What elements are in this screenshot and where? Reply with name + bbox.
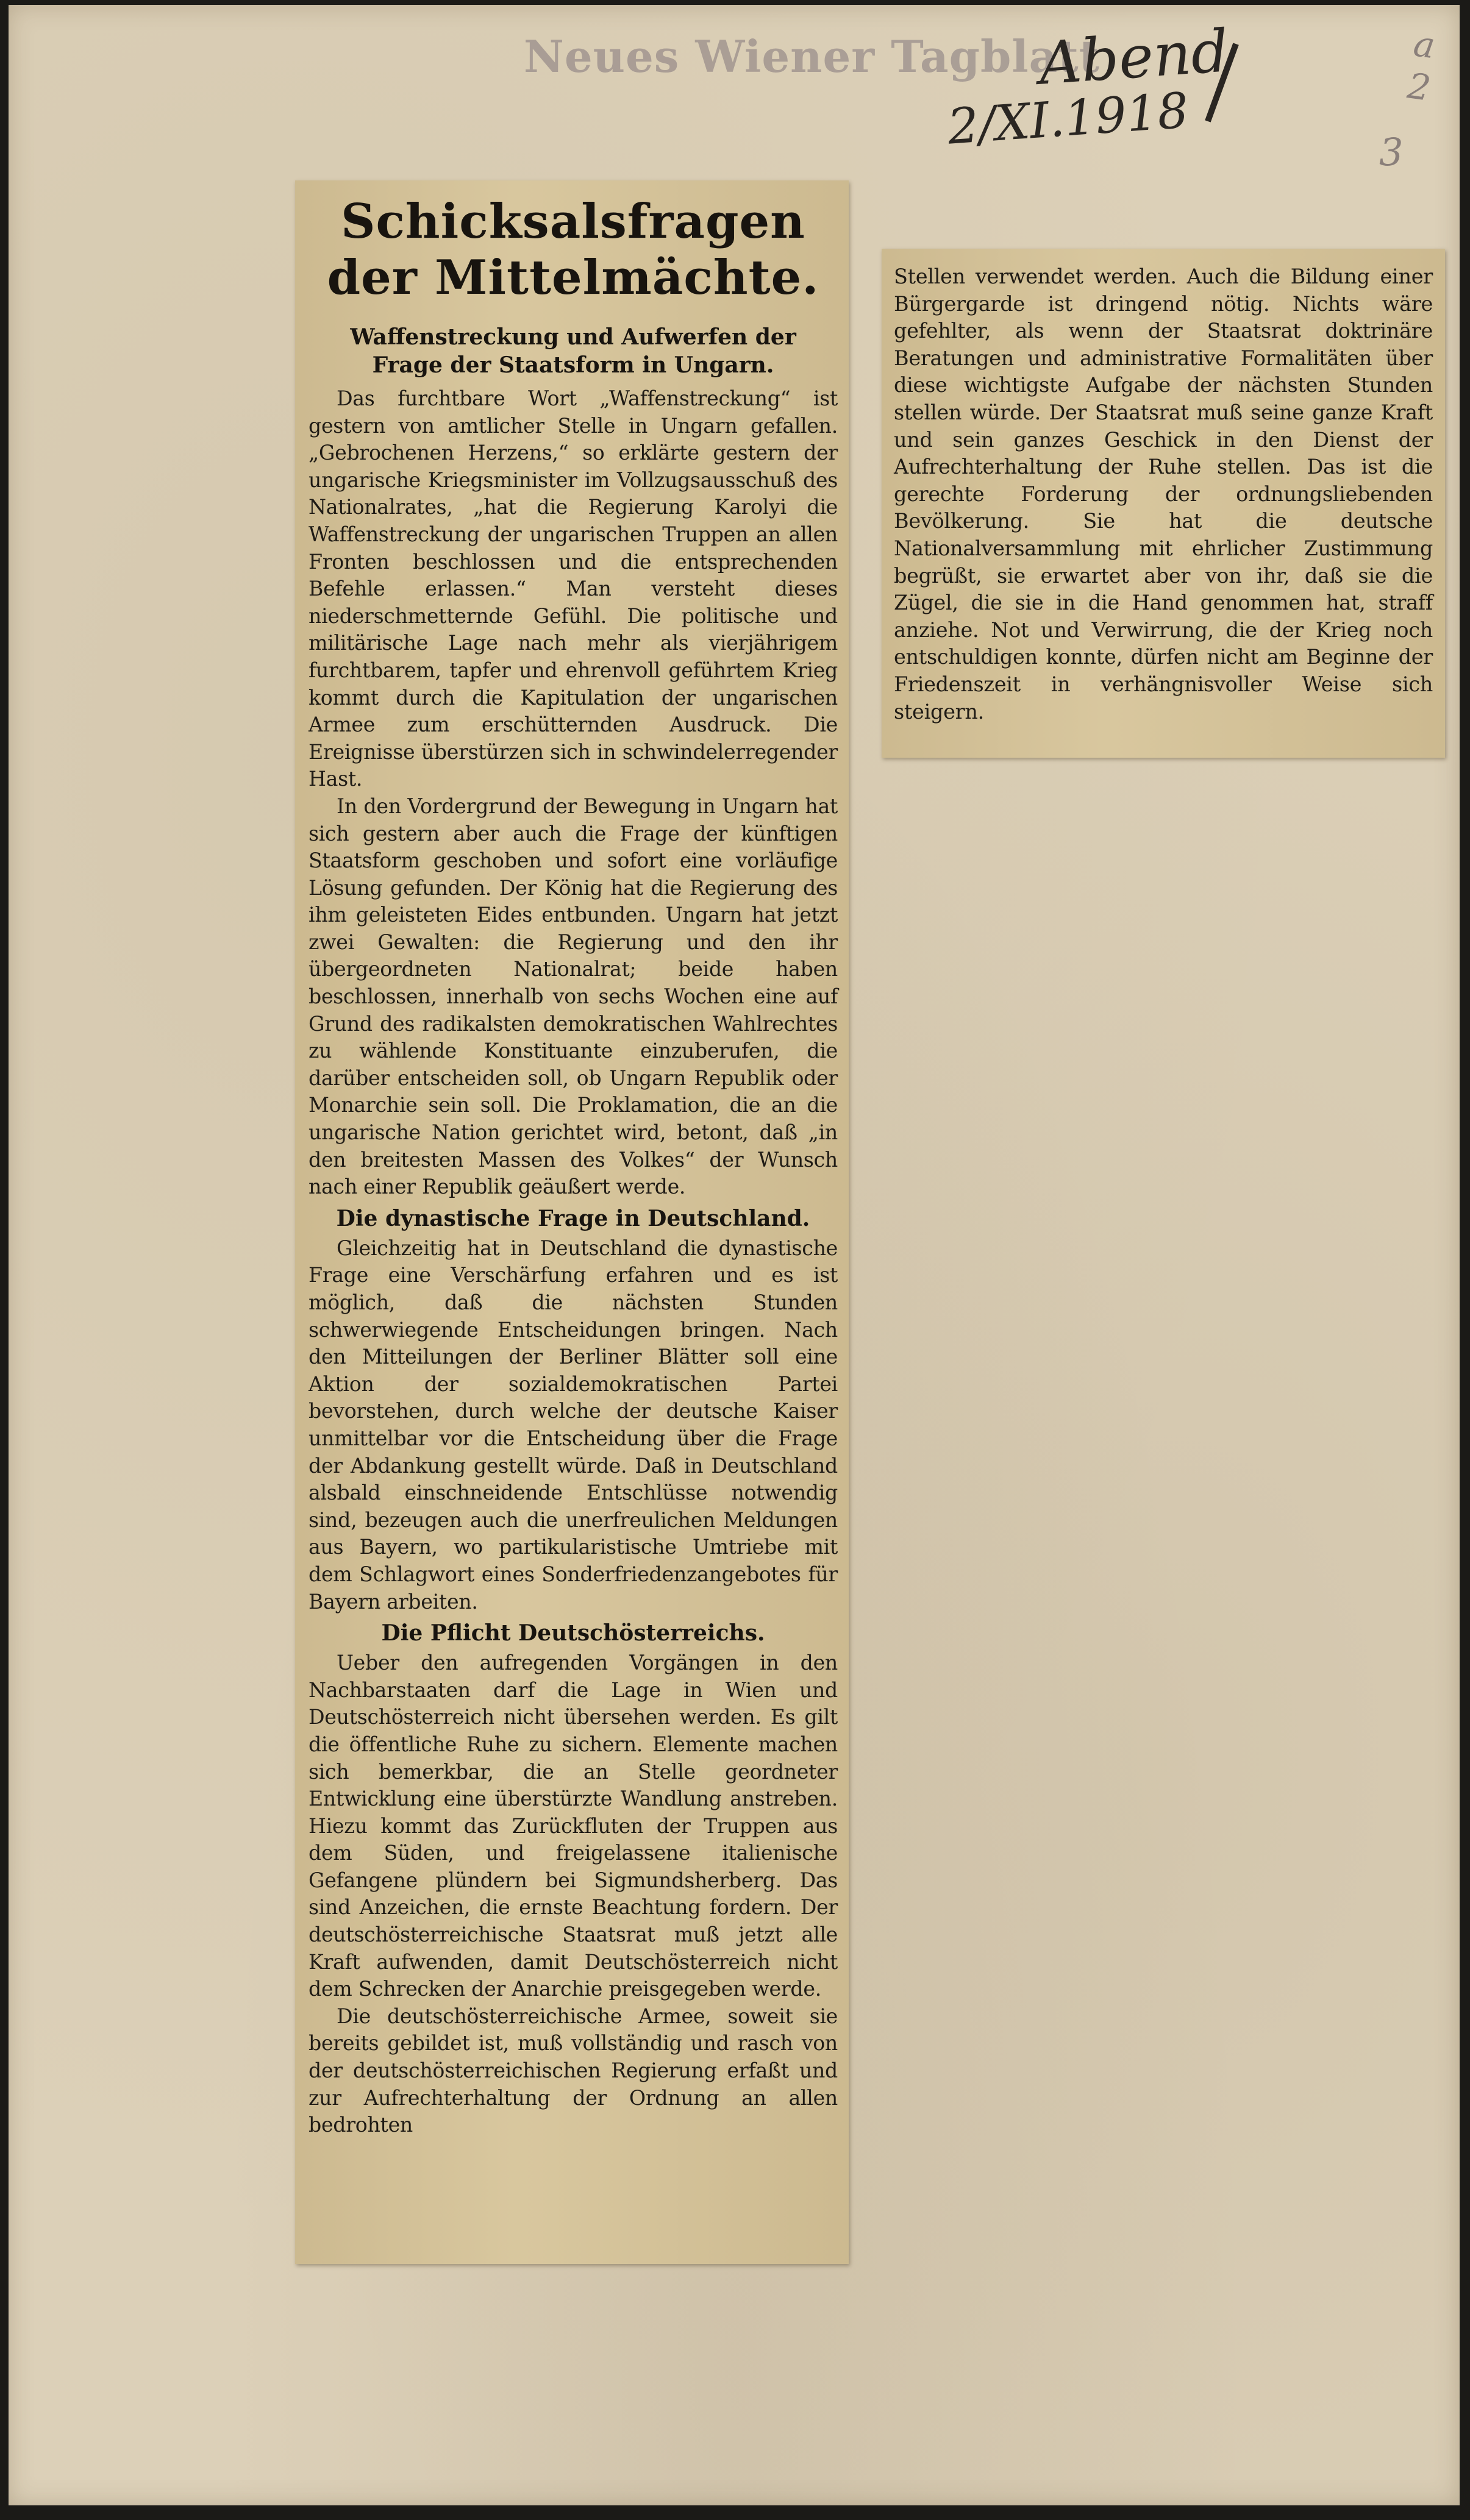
continuation-paragraph: Stellen verwendet werden. Auch die Bildung einer Bürgergarde ist dringend nötig. Nichts wäre gefehlter, als wenn der Staatsrat doktrinäre Beratungen und administrative Formalitäten über diese wichtigste Aufgabe der nächsten Stunden stellen würde. Der Staatsrat muß seine ganze Kraft und sein ganzes Geschick in den Dienst der Aufrechterhaltung der Ruhe stellen. Das ist die gerechte Forderung der ordnungsliebenden Bevölkerung. Sie hat die deutsche Nationalversammlung mit ehrlicher Zustimmung begrüßt, sie erwartet aber von ihr, daß sie die Zügel, die sie in die Hand genommen hat, straff anziehe. Not und Verwirrung, die der Krieg noch entschuldigen konnte, dürfen nicht am Beginne der Friedenszeit in verhängnisvoller Weise sich steigern. [894, 265, 1433, 724]
article-paragraph: Die deutschösterreichische Armee, soweit sie bereits gebildet ist, muß vollständig und rasch von der deutschösterreichischen Regierung erfaßt und zur Aufrechterhaltung der Ordnung an allen bedrohten [309, 2004, 838, 2137]
page-number: 3 [1379, 130, 1404, 174]
corner-archive-marks: a 2 [1405, 23, 1438, 109]
article-headline: Schicksalsfragen der Mittelmächte. [327, 194, 819, 305]
archive-sheet [9, 5, 1460, 2505]
article-paragraph: Ueber den aufregenden Vorgängen in den Nachbarstaaten darf die Lage in Wien und Deutschösterreich nicht übersehen werden. Es gilt die öffentliche Ruhe zu sichern. Elemente machen sich bemerkbar, die an Stelle geordneter Entwicklung eine überstürzte Wandlung anstreben. Hiezu kommt das Zurückfluten der Truppen aus dem Süden, und freigelassene italienische Gefangene plündern bei Sigmundsherberg. Das sind Anzeichen, die ernste Beachtung fordern. Der deutschösterreichische Staatsrat muß jetzt alle Kraft aufwenden, damit Deutschösterreich nicht dem Schrecken der Anarchie preisgegeben werde. [309, 1651, 838, 2001]
section-heading-austria: Die Pflicht Deutschösterreichs. [381, 1620, 765, 1646]
section-heading-germany: Die dynastische Frage in Deutschland. [336, 1205, 810, 1231]
article-paragraph: In den Vordergrund der Bewegung in Ungarn hat sich gestern aber auch die Frage der künftigen Staatsform geschoben und sofort eine vorläufige Lösung gefunden. Der König hat die Regierung des ihm geleisteten Eides entbunden. Ungarn hat jetzt zwei Gewalten: die Regierung und den ihr übergeordneten Nationalrat; beide haben beschlossen, innerhalb von sechs Wochen eine auf Grund des radikalsten demokratischen Wahlrechtes zu wählende Konstituante einzuberufen, die darüber entscheiden soll, ob Ungarn Republik oder Monarchie sein soll. Die Proklamation, die an die ungarische Nation gerichtet wird, betont, daß „in den breitesten Massen des Volkes“ der Wunsch nach einer Republik geäußert werde. [309, 794, 838, 1199]
article-subheadline: Waffenstreckung und Aufwerfen der Frage der Staatsform in Ungarn. [350, 324, 796, 378]
handwritten-edition-note: Abend [1036, 16, 1231, 98]
article-clipping-main [295, 180, 849, 2264]
article-paragraph: Gleichzeitig hat in Deutschland die dynastische Frage eine Verschärfung erfahren und es ist möglich, daß die nächsten Stunden schwerwiegende Entscheidungen bringen. Nach den Mitteilungen der Berliner Blätter soll eine Aktion der sozialdemokratischen Partei bevorstehen, durch welche der deutsche Kaiser unmittelbar vor die Entscheidung über die Frage der Abdankung gestellt würde. Daß in Deutschland alsbald einschneidende Entschlüsse notwendig sind, bezeugen auch die unerfreulichen Meldungen aus Bayern, wo partikularistische Umtriebe mit dem Schlagwort eines Sonderfriedenzangebotes für Bayern arbeiten. [309, 1236, 838, 1614]
article-clipping-continuation [882, 249, 1445, 758]
newspaper-name-stamp: Neues Wiener Tagblatt [524, 30, 1100, 82]
article-paragraph: Das furchtbare Wort „Waffenstreckung“ ist gestern von amtlicher Stelle in Ungarn gefallen. „Gebrochenen Herzens,“ so erklärte gestern der ungarische Kriegsminister im Vollzugsausschuß des Nationalrates, „hat die Regierung Karolyi die Waffenstreckung der ungarischen Truppen an allen Fronten beschlossen und die entsprechenden Befehle erlassen.“ Man versteht dieses niederschmetternde Gefühl. Die politische und militärische Lage nach mehr als vierjährigem furchtbarem, tapfer und ehrenvoll geführtem Krieg kommt durch die Kapitulation der ungarischen Armee zum erschütternden Ausdruck. Die Ereignisse überstürzen sich in schwindelerregender Hast. [309, 386, 838, 791]
handwritten-date: 2/XI.1918 [946, 82, 1191, 155]
